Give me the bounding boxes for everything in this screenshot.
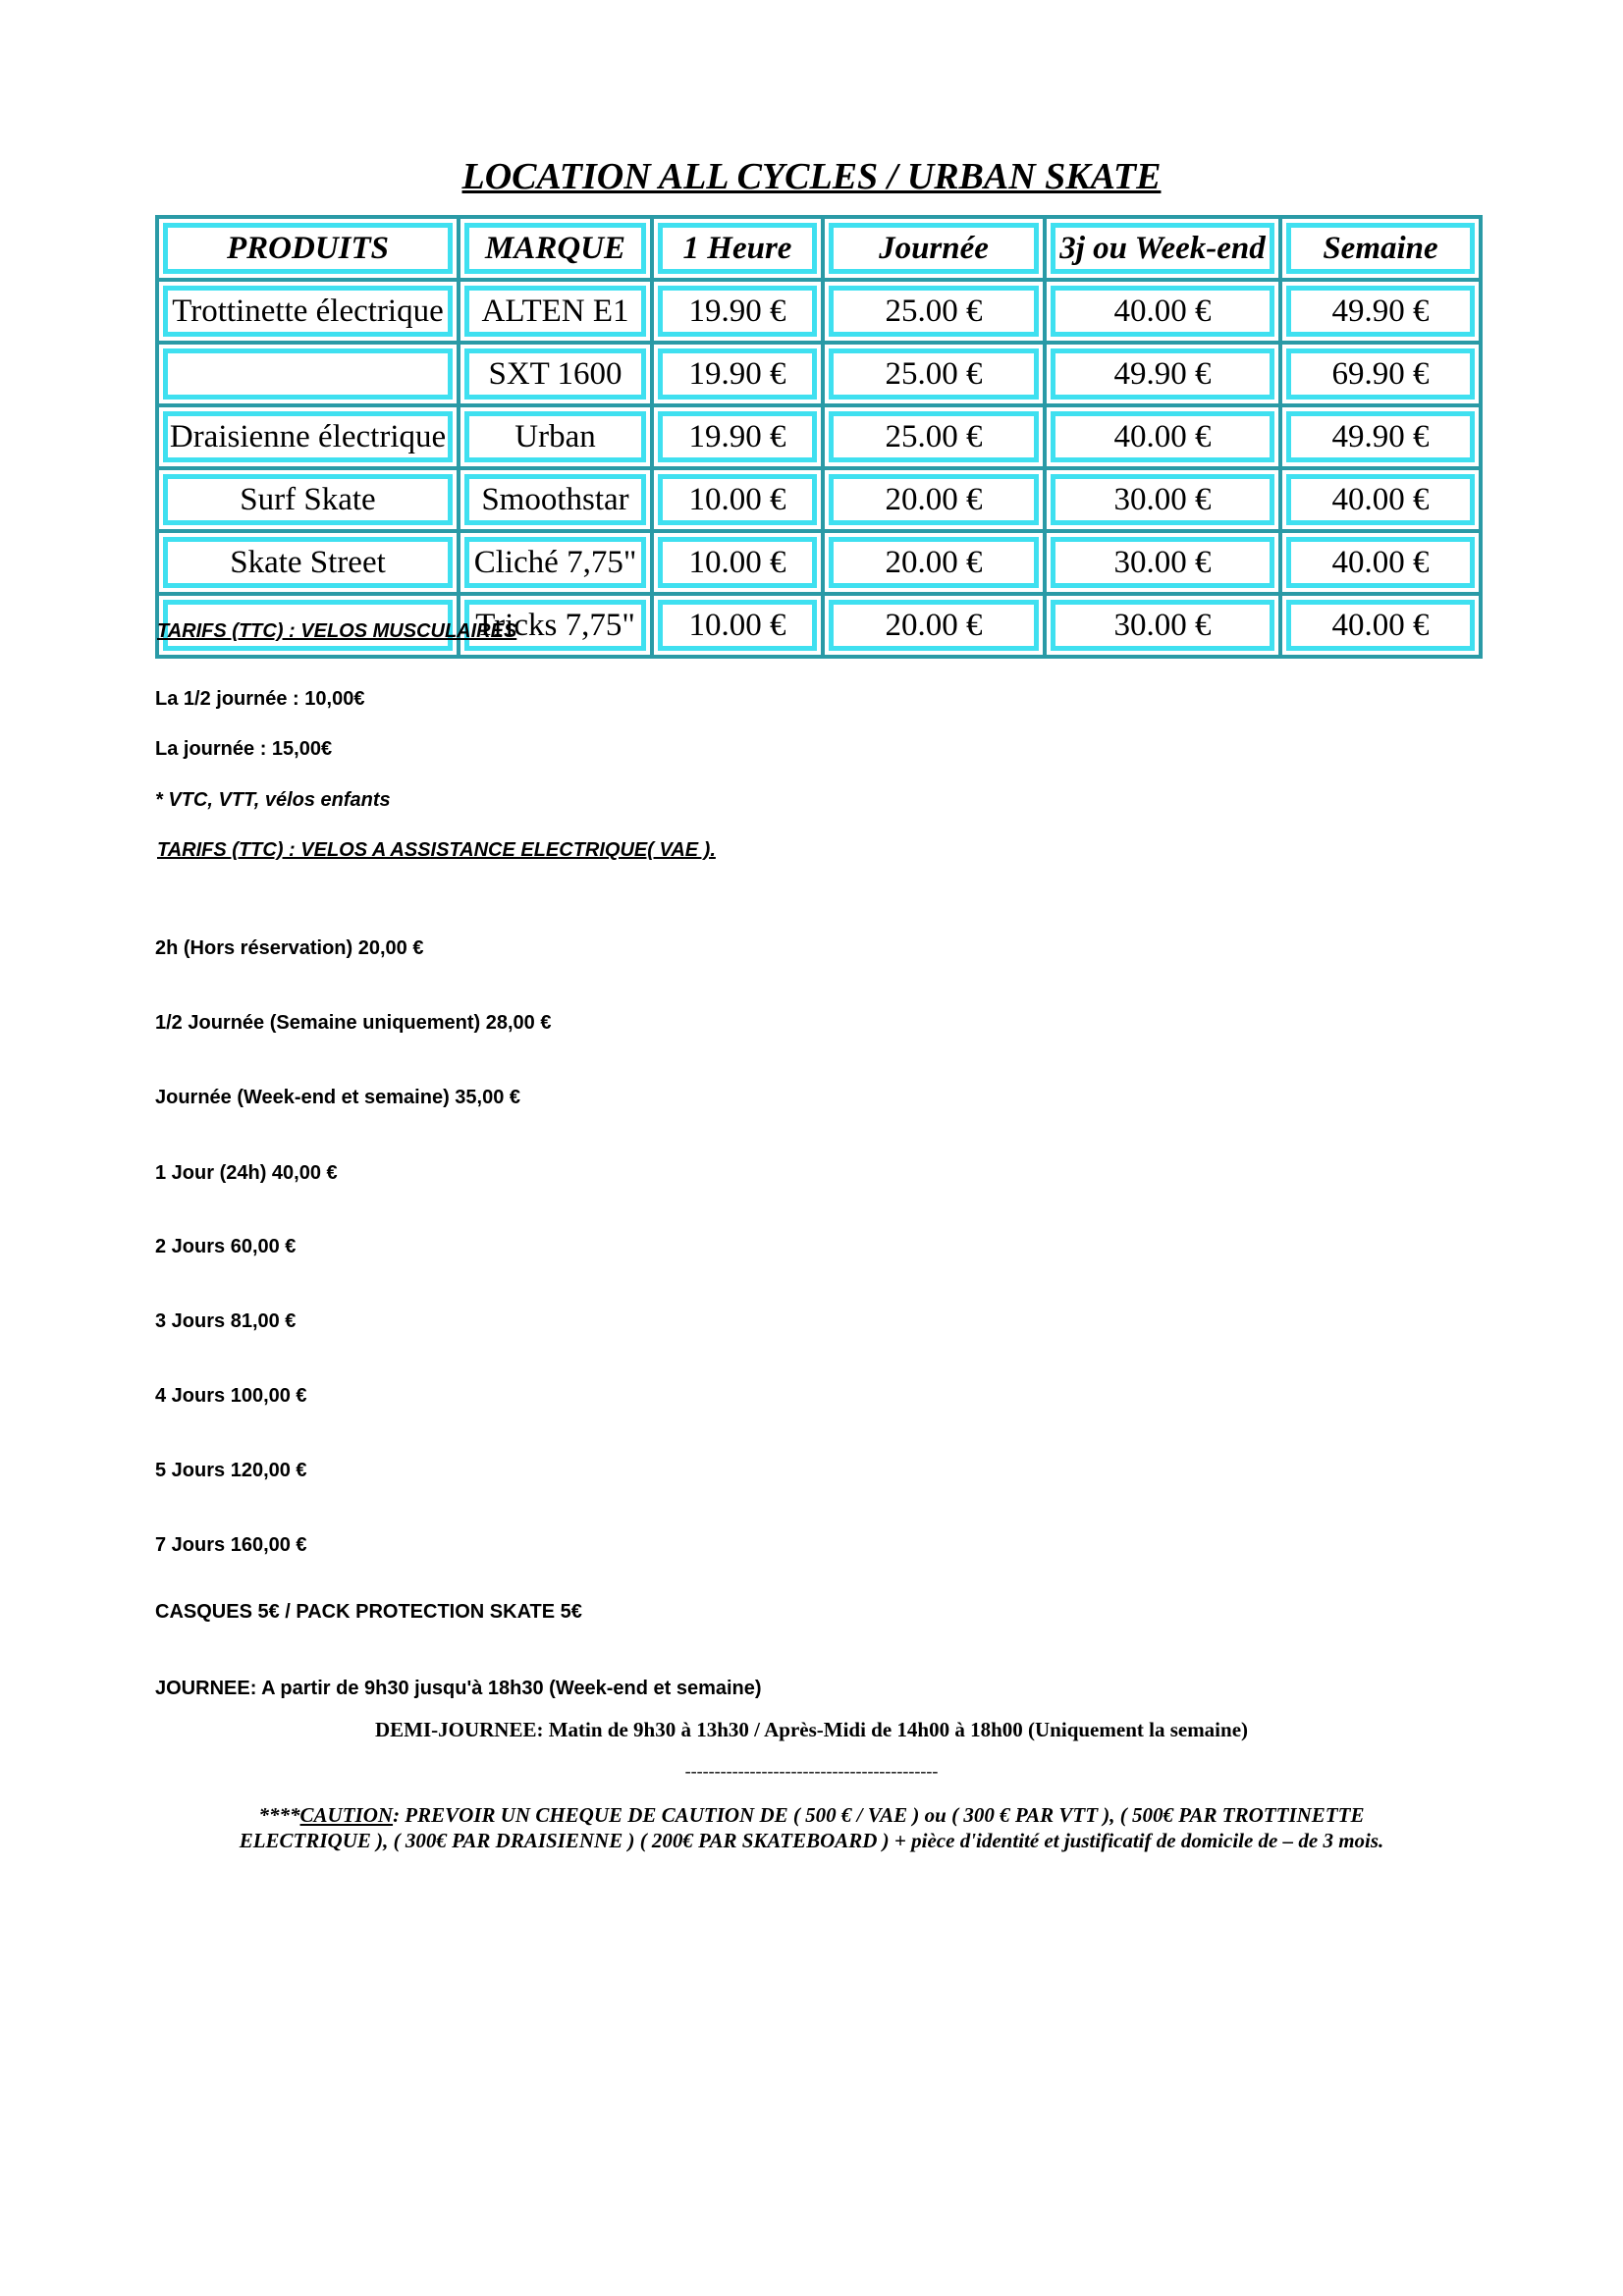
table-cell: 20.00 €	[823, 468, 1045, 531]
table-cell: 19.90 €	[652, 343, 823, 405]
table-cell	[157, 343, 459, 405]
column-header: Journée	[823, 217, 1045, 280]
muscular-half-day-price: La 1/2 journée : 10,00€	[155, 688, 365, 710]
electric-price-item: 2 Jours 60,00 €	[155, 1236, 297, 1257]
table-cell: 49.90 €	[1280, 280, 1481, 343]
caution-prefix: ****	[258, 1803, 300, 1827]
table-cell: 20.00 €	[823, 531, 1045, 594]
table-row	[157, 343, 1481, 405]
electric-price-item: 2h (Hors réservation) 20,00 €	[155, 937, 424, 959]
table-cell: 69.90 €	[1280, 343, 1481, 405]
table-cell: 49.90 €	[1045, 343, 1280, 405]
table-row	[157, 405, 1481, 468]
electric-price-item: 3 Jours 81,00 €	[155, 1310, 297, 1332]
table-cell: 40.00 €	[1045, 280, 1280, 343]
table-cell: 49.90 €	[1280, 405, 1481, 468]
table-cell: 19.90 €	[652, 405, 823, 468]
table-cell: 25.00 €	[823, 405, 1045, 468]
table-cell: 40.00 €	[1280, 468, 1481, 531]
caution-word: CAUTION	[299, 1803, 394, 1827]
electric-price-item: 1/2 Journée (Semaine uniquement) 28,00 €	[155, 1012, 552, 1034]
table-cell: SXT 1600	[459, 343, 652, 405]
table-cell: Cliché 7,75"	[459, 531, 652, 594]
electric-price-item: 1 Jour (24h) 40,00 €	[155, 1162, 338, 1184]
separator-line: -------------------------------------------	[684, 1761, 939, 1781]
column-header: Semaine	[1280, 217, 1481, 280]
column-header: PRODUITS	[157, 217, 459, 280]
table-cell: Skate Street	[157, 531, 459, 594]
table-cell: 30.00 €	[1045, 594, 1280, 657]
table-cell: 25.00 €	[823, 280, 1045, 343]
table-row	[157, 468, 1481, 531]
muscular-day-price: La journée : 15,00€	[155, 738, 333, 760]
table-cell: 40.00 €	[1280, 594, 1481, 657]
price-table	[155, 215, 1483, 659]
caution-text: : PREVOIR UN CHEQUE DE CAUTION DE ( 500 € / VAE ) ou ( 300 € PAR VTT ), ( 500€ PAR TROTTINETTE ELECTRIQUE ), ( 300€ PAR DRAISIENNE ) ( 200€ PAR SKATEBOARD ) + pièce d'identité et justificatif de domicile de – de 3 mois.	[239, 1803, 1384, 1852]
table-row	[157, 280, 1481, 343]
column-header: 3j ou Week-end	[1045, 217, 1280, 280]
table-header-row	[157, 217, 1481, 280]
table-cell: 10.00 €	[652, 594, 823, 657]
column-header: MARQUE	[459, 217, 652, 280]
table-cell: 40.00 €	[1280, 531, 1481, 594]
table-cell: 10.00 €	[652, 468, 823, 531]
table-cell: 19.90 €	[652, 280, 823, 343]
page-title: LOCATION ALL CYCLES / URBAN SKATE	[461, 156, 1162, 197]
extras-line: CASQUES 5€ / PACK PROTECTION SKATE 5€	[155, 1601, 582, 1623]
table-cell: 25.00 €	[823, 343, 1045, 405]
table-cell: ALTEN E1	[459, 280, 652, 343]
table-cell: Draisienne électrique	[157, 405, 459, 468]
muscular-note: * VTC, VTT, vélos enfants	[155, 789, 391, 811]
electric-price-item: Journée (Week-end et semaine) 35,00 €	[155, 1087, 521, 1108]
electric-price-item: 7 Jours 160,00 €	[155, 1534, 307, 1556]
table-cell: Urban	[459, 405, 652, 468]
table-cell: 20.00 €	[823, 594, 1045, 657]
electric-price-item: 5 Jours 120,00 €	[155, 1460, 307, 1481]
day-hours: JOURNEE: A partir de 9h30 jusqu'à 18h30 (Week-end et semaine)	[155, 1678, 762, 1699]
table-cell: 30.00 €	[1045, 531, 1280, 594]
table-cell: 10.00 €	[652, 531, 823, 594]
table-row	[157, 531, 1481, 594]
table-cell: Smoothstar	[459, 468, 652, 531]
half-day-hours: DEMI-JOURNEE: Matin de 9h30 à 13h30 / Après-Midi de 14h00 à 18h00 (Uniquement la semaine)	[374, 1718, 1249, 1741]
table-cell: 40.00 €	[1045, 405, 1280, 468]
table-cell: Surf Skate	[157, 468, 459, 531]
electric-bikes-heading: TARIFS (TTC) : VELOS A ASSISTANCE ELECTRIQUE( VAE ).	[157, 839, 716, 861]
electric-price-item: 4 Jours 100,00 €	[155, 1385, 307, 1407]
caution-notice	[191, 1802, 1432, 1853]
table-cell: Tricks 7,75"	[459, 594, 652, 657]
table-cell: 30.00 €	[1045, 468, 1280, 531]
table-cell: Trottinette électrique	[157, 280, 459, 343]
column-header: 1 Heure	[652, 217, 823, 280]
muscular-bikes-heading: TARIFS (TTC) : VELOS MUSCULAIRES	[157, 620, 517, 642]
